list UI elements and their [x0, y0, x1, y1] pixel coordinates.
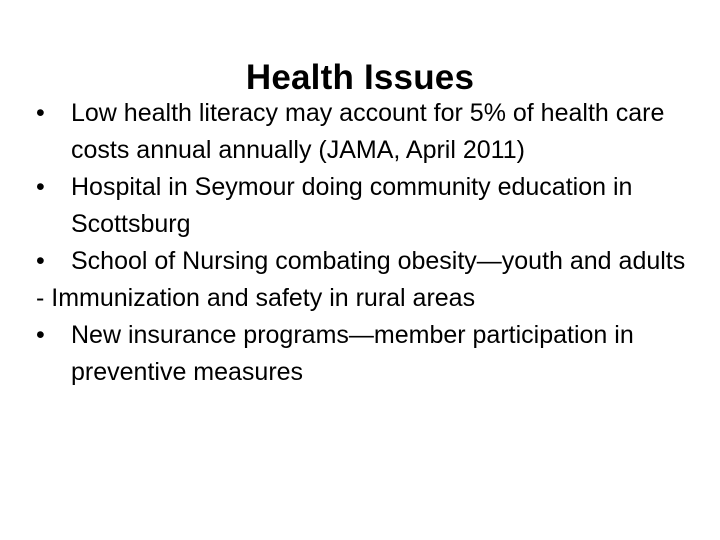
bullet-marker: •: [36, 99, 45, 127]
bullet-marker: •: [36, 173, 45, 201]
bullet-text-community-education: Hospital in Seymour doing community education in Scottsburg: [71, 173, 633, 238]
bullet-item-nursing-obesity: [36, 243, 696, 280]
bullet-text-health-literacy: Low health literacy may account for 5% of health care costs annual annually (JAMA, April 2011): [71, 99, 665, 164]
bullet-item-health-literacy: [36, 95, 696, 169]
slide-content: [36, 95, 696, 391]
bullet-marker: •: [36, 321, 45, 349]
bullet-text-insurance-programs: New insurance programs—member participation in preventive measures: [71, 321, 634, 386]
slide-title: Health Issues: [245, 58, 475, 98]
sub-item-text-immunization-safety: - Immunization and safety in rural areas: [36, 284, 476, 312]
sub-item-immunization-safety: [36, 280, 696, 317]
bullet-item-insurance-programs: [36, 317, 696, 391]
bullet-text-nursing-obesity: School of Nursing combating obesity—youth and adults: [71, 247, 686, 275]
bullet-item-community-education: [36, 169, 696, 243]
bullet-marker: •: [36, 247, 45, 275]
